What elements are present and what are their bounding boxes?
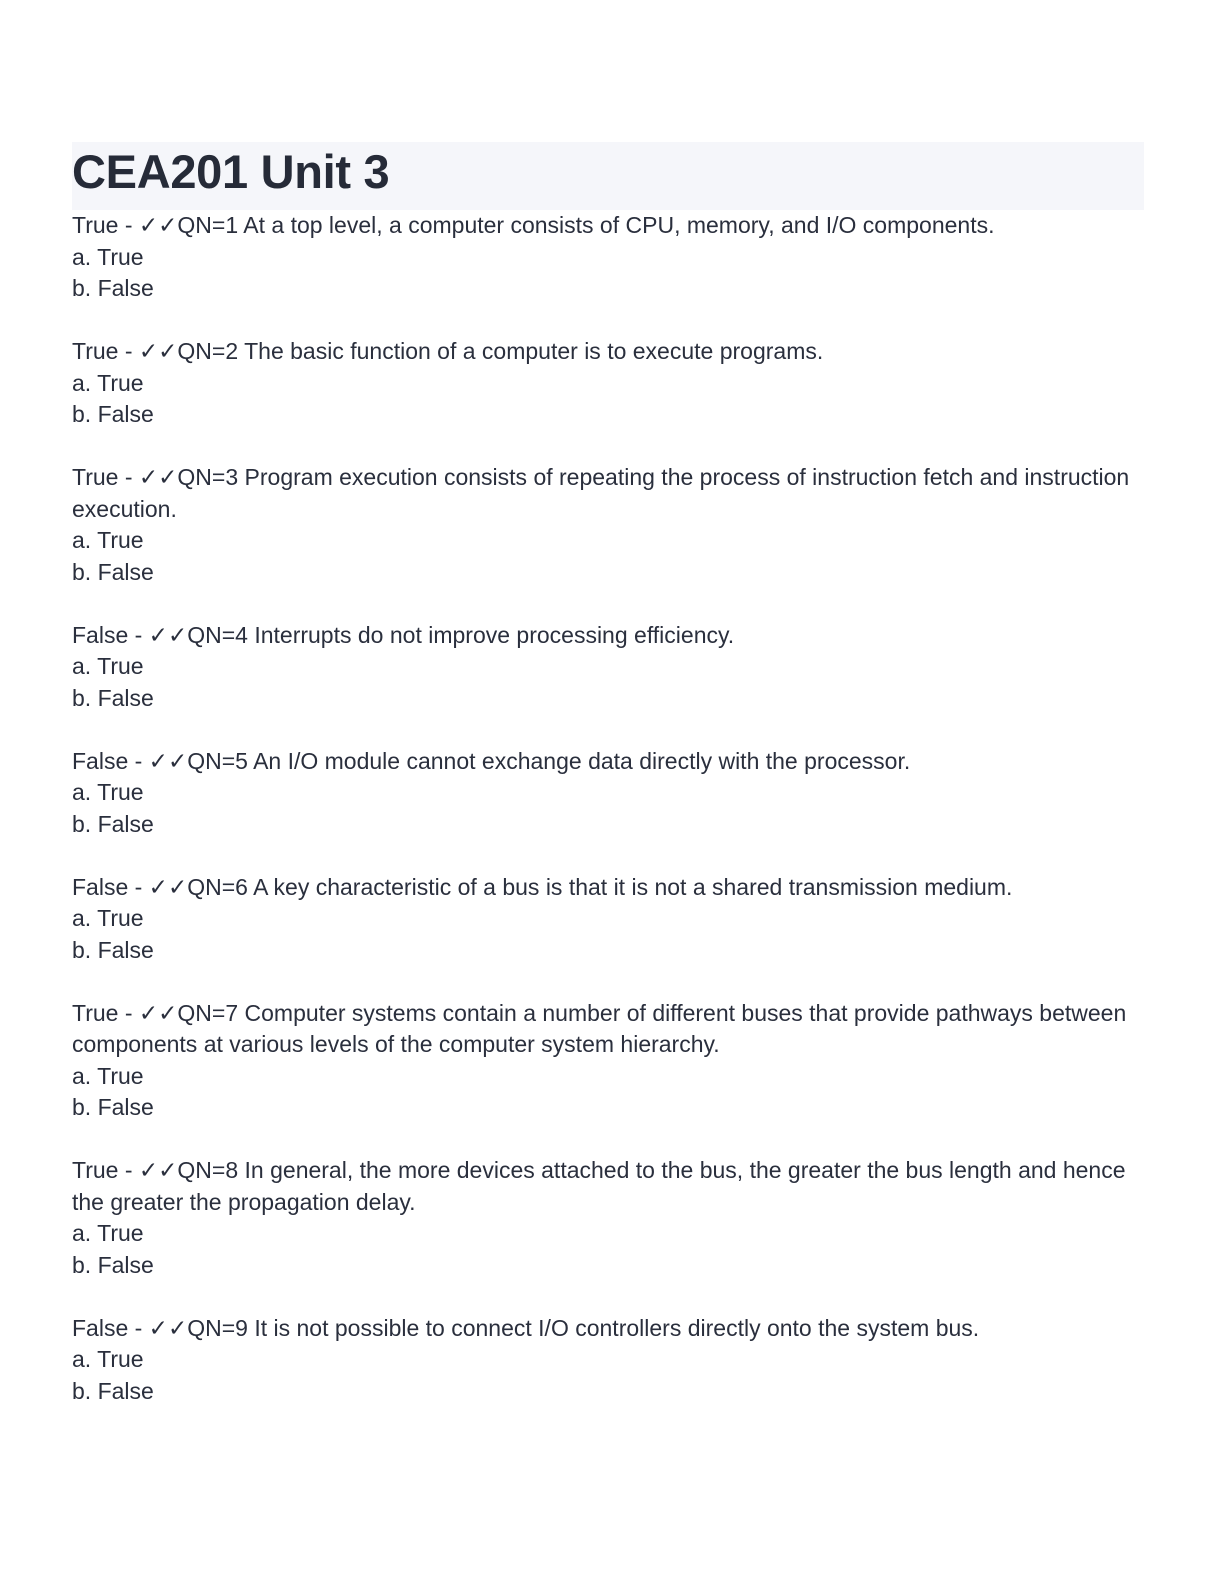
question-text: True - ✓✓QN=7 Computer systems contain a number of different buses that provide pathways between components at various levels of the computer system hierarchy. — [72, 999, 1127, 1057]
question-9 — [72, 1313, 1144, 1408]
option-b: b. False — [72, 401, 154, 427]
question-text: False - ✓✓QN=4 Interrupts do not improve processing efficiency. — [72, 621, 735, 648]
title-bar — [72, 142, 1144, 210]
option-b: b. False — [72, 1094, 154, 1120]
option-a: a. True — [72, 653, 144, 679]
option-b: b. False — [72, 275, 154, 301]
question-7 — [72, 998, 1144, 1124]
option-a: a. True — [72, 527, 144, 553]
question-6 — [72, 872, 1144, 967]
question-text: True - ✓✓QN=3 Program execution consists of repeating the process of instruction fetch and instruction execution. — [72, 464, 1130, 522]
question-text: True - ✓✓QN=8 In general, the more devices attached to the bus, the greater the bus length and hence the greater the propagation delay. — [72, 1157, 1126, 1215]
question-text: True - ✓✓QN=1 At a top level, a computer consists of CPU, memory, and I/O components. — [72, 212, 995, 238]
option-b: b. False — [72, 1377, 154, 1404]
question-text: False - ✓✓QN=9 It is not possible to connect I/O controllers directly onto the system bus. — [72, 1314, 980, 1341]
option-a: a. True — [72, 243, 144, 270]
question-3 — [72, 462, 1144, 588]
question-5 — [72, 746, 1144, 841]
option-a: a. True — [72, 1346, 144, 1372]
question-text: False - ✓✓QN=6 A key characteristic of a bus is that it is not a shared transmission medium. — [72, 873, 1013, 900]
question-4 — [72, 620, 1144, 715]
option-a: a. True — [72, 1220, 144, 1246]
question-text: True - ✓✓QN=2 The basic function of a computer is to execute programs. — [72, 338, 824, 364]
option-a: a. True — [72, 905, 144, 931]
page-title: CEA201 Unit 3 — [72, 145, 390, 198]
question-list — [72, 210, 1144, 1407]
document-page — [72, 142, 1144, 1439]
option-b: b. False — [72, 1251, 154, 1278]
option-b: b. False — [72, 810, 154, 837]
question-8 — [72, 1155, 1144, 1281]
option-b: b. False — [72, 684, 154, 711]
option-a: a. True — [72, 779, 144, 805]
question-1 — [72, 210, 1144, 305]
option-a: a. True — [72, 1062, 144, 1089]
option-a: a. True — [72, 369, 144, 396]
option-b: b. False — [72, 558, 154, 585]
option-b: b. False — [72, 936, 154, 963]
question-2 — [72, 336, 1144, 431]
question-text: False - ✓✓QN=5 An I/O module cannot exchange data directly with the processor. — [72, 747, 911, 774]
